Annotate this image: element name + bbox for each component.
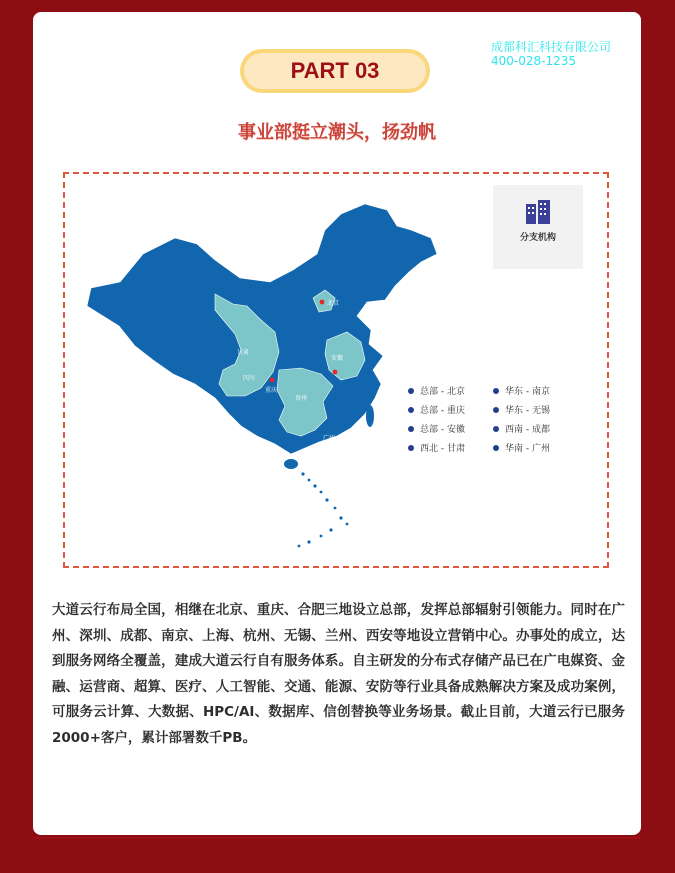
map-island-hainan xyxy=(284,459,298,469)
legend-dot-icon xyxy=(493,388,499,394)
map-marker-beijing xyxy=(320,300,325,305)
legend-item: 总部 - 安徽 xyxy=(408,422,493,435)
legend-item: 西南 - 成都 xyxy=(493,422,578,435)
footer-text: 新一代信息技术产业是“硬实力”的代表行业 xyxy=(213,858,461,873)
legend-item: 华东 - 南京 xyxy=(493,384,578,397)
footer-divider xyxy=(33,837,641,839)
map-marker-chongqing xyxy=(270,378,275,383)
legend-item: 华南 - 广州 xyxy=(493,441,578,454)
watermark-phone: 400-028-1235 xyxy=(490,54,576,68)
map-city-chongqing: 重庆 xyxy=(265,387,278,394)
section-subtitle: 事业部挺立潮头，扬劲帆 xyxy=(238,122,436,143)
map-city-sichuan: 四川 xyxy=(243,375,256,382)
legend-dot-icon xyxy=(493,426,499,432)
legend-item: 总部 - 北京 xyxy=(408,384,493,397)
map-city-beijing: 北京 xyxy=(327,300,340,307)
branch-card xyxy=(493,185,583,269)
part-label: PART 03 xyxy=(244,53,426,89)
map-panel xyxy=(63,172,609,568)
legend-item: 西北 - 甘肃 xyxy=(408,441,493,454)
map-city-guangzhou: 广州 xyxy=(323,435,336,442)
legend-item: 华东 - 无锡 xyxy=(493,403,578,416)
part-badge xyxy=(240,49,430,93)
building-icon xyxy=(524,198,552,224)
map-marker-anhui xyxy=(333,370,338,375)
legend-dot-icon xyxy=(408,388,414,394)
legend-dot-icon xyxy=(493,445,499,451)
legend-dot-icon xyxy=(408,407,414,413)
map-island-taiwan xyxy=(366,405,374,427)
watermark-company: 成都科汇科技有限公司 xyxy=(490,40,611,54)
map-city-gansu: 甘肃 xyxy=(237,349,250,356)
map-south-sea-islands xyxy=(298,472,349,547)
content-card xyxy=(33,12,641,873)
legend-dot-icon xyxy=(493,407,499,413)
map-legend xyxy=(408,384,578,454)
body-paragraph: 大道云行布局全国，相继在北京、重庆、合肥三地设立总部，发挥总部辐射引领能力。同时在广州、深圳、成都、南京、上海、杭州、无锡、兰州、西安等地设立营销中心。办事处的成立，达到服务网络全覆盖，建成大道云行自有服务体系。自主研发的分布式存储产品已在广电媒资、金融、运营商、超算、医疗、人工智能、交通、能源、安防等行业具备成熟解决方案及成功案例，可服务云计算、大数据、HPC/AI、数据库、信创替换等业务场景。截止目前，大道云行已服务2000+客户，累计部署数千PB。 xyxy=(52,602,625,746)
map-city-anhui: 安徽 xyxy=(331,355,344,362)
legend-dot-icon xyxy=(408,445,414,451)
legend-dot-icon xyxy=(408,426,414,432)
legend-item: 总部 - 重庆 xyxy=(408,403,493,416)
map-city-guizhou: 贵州 xyxy=(295,395,308,402)
watermark xyxy=(491,40,611,68)
branch-label: 分支机构 xyxy=(519,233,556,243)
